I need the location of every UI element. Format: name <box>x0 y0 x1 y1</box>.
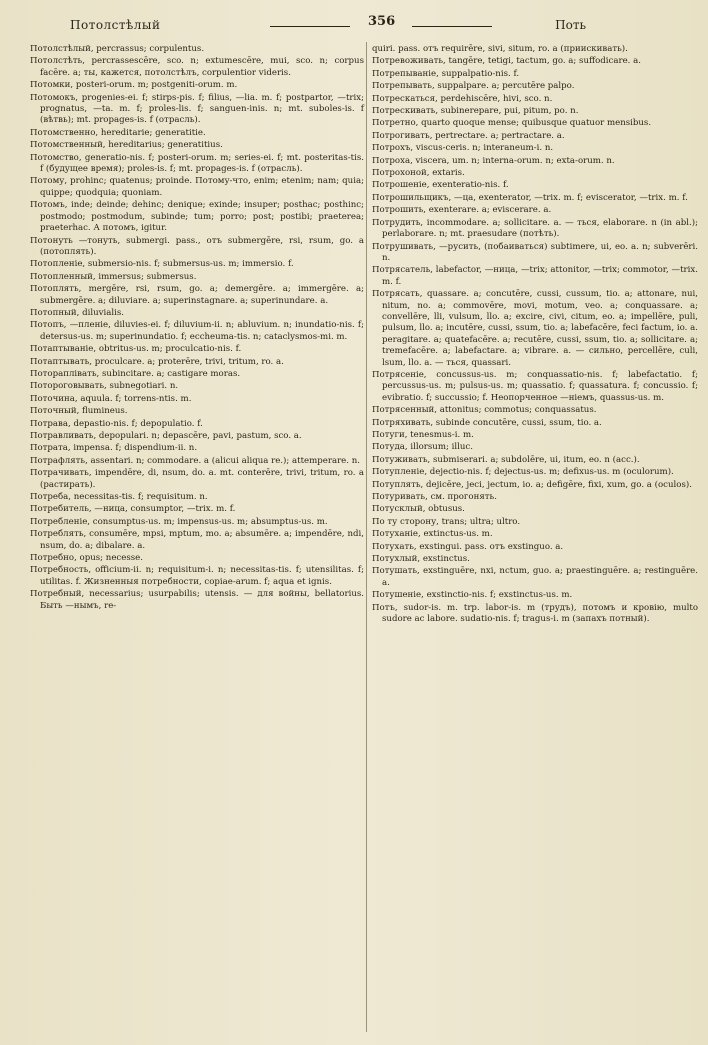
dictionary-entry: Потуханіе, extinctus-us. m. <box>372 529 493 540</box>
dictionary-entry: Потребленіе, consumptus-us. m; impensus-us. m; absumptus-us. m. <box>30 516 328 527</box>
dictionary-entry: Потретно, quarto quoque mense; quibusque quatuor mensibus. <box>372 118 652 129</box>
page-number: 356 <box>368 14 396 29</box>
dictionary-entry: Потрепывать, suppalpare. a; percutēre palpo. <box>372 81 575 92</box>
dictionary-entry: Потуги, tenesmus-i. m. <box>372 430 474 440</box>
dictionary-entry: Потаптывать, proculcare. a; proterēre, trivi, tritum, ro. a. <box>30 356 284 367</box>
dictionary-entry: Потрошеніе, exenteratio-nis. f. <box>372 180 509 191</box>
dictionary-entry: Потрафлять, assentari. n; commodare. a (alicui aliqua re.); attemperare. n. <box>30 455 360 466</box>
dictionary-entry: Потъ, sudor-is. m. trp. labor-is. m (трудъ), потомъ и кровію, multo sudore ac labore. sudatio-nis. f; tragus-i. m (запахъ потный). <box>372 602 698 625</box>
header-right-catchword: Поть <box>555 18 586 32</box>
header-rule-left <box>270 26 350 27</box>
dictionary-entry: Потонуть —тонуть, submergi. pass., отъ submergēre, rsi, rsum, go. a (потоплять). <box>30 235 364 257</box>
dictionary-entry: Потомство, generatio-nis. f; posteri-orum. m; series-ei. f; mt. posteritas-tis. f (будущее время); proles-is. f; mt. propages-is. f (отрасль). <box>30 152 364 175</box>
dictionary-entry: Потуживать, submiserari. a; subdolēre, ui, itum, eo. n (acc.). <box>372 454 640 465</box>
dictionary-entry: Потрясеніе, concussus-us. m; conquassatio-nis. f; labefactatio. f; percussus-us. m; pulsus-us. m; quassatio. f; quassatura. f; concussio. f; evibratio. f; succussio; f. Неопорченное —ніемъ, quassus-us. m. <box>372 369 698 403</box>
dictionary-entry: Потопленіе, submersio-nis. f; submersus-us. m; immersio. f. <box>30 259 294 270</box>
dictionary-entry: Потрохъ, viscus-ceris. n; interaneum-i. n. <box>372 143 554 154</box>
dictionary-entry: Потрескаться, perdehiscēre, hivi, sco. n. <box>372 93 553 104</box>
dictionary-entry: Потопленный, immersus; submersus. <box>30 271 197 282</box>
dictionary-entry: Потрушивать, —русить, (побаиваться) subtimere, ui, eo. a. n; subverēri. n. <box>372 241 698 263</box>
dictionary-entry: Потрошить, exenterare. a; eviscerare. a. <box>372 205 552 216</box>
dictionary-entry: Потусклый, obtusus. <box>372 504 465 515</box>
dictionary-entry: Потомки, posteri-orum. m; postgeniti-orum. m. <box>30 80 238 91</box>
left-column <box>30 44 364 613</box>
dictionary-entry: Поточина, aquula. f; torrens-ntis. m. <box>30 393 192 404</box>
page-header <box>30 14 678 36</box>
dictionary-entry: Потревоживать, tangēre, tetigi, tactum, go. a; suffodicare. a. <box>372 56 641 67</box>
dictionary-entry: Потрохоной, extaris. <box>372 168 465 179</box>
dictionary-entry: Потравливать, depopulari. n; depascēre, pavi, pastum, sco. a. <box>30 431 302 441</box>
dictionary-entry: Потуплять, dejicēre, jeci, jectum, io. a; defigēre, fixi, xum, go. a (oculos). <box>372 479 692 490</box>
dictionary-entry: Потораплівать, subincitare. a; castigare moras. <box>30 368 241 379</box>
right-column <box>372 44 698 627</box>
dictionary-entry: Потуривать, см. прогонять. <box>372 492 497 503</box>
dictionary-entry: Потрескивать, subinerepare, pui, pitum, po. n. <box>372 106 579 117</box>
dictionary-entry: Потухать, exstingui. pass. отъ exstinguo. a. <box>372 541 564 552</box>
dictionary-entry: Потолстѣть, percrassescēre, sco. n; extumescēre, mui, sco. n; corpus facēre. a; ты, кажется, потолстѣлъ, corpulentior videris. <box>30 56 364 78</box>
dictionary-entry: Потуда, illorsum; illuc. <box>372 442 473 453</box>
dictionary-entry: Потреблять, consumēre, mpsi, mptum, mo. a; absumēre. a; impendēre, ndi, nsum, do. a; dibalare. a. <box>30 529 364 551</box>
dictionary-entry: Потому, prohinc; quatenus; proinde. Потому-что, enim; etenim; nam; quia; quippe; quodquia; quoniam. <box>30 176 364 198</box>
dictionary-entry: Потухлый, exstinctus. <box>372 554 470 565</box>
dictionary-entry: Потомственно, hereditarie; generatitie. <box>30 127 206 138</box>
dictionary-entry: Потопный, diluvialis. <box>30 307 124 318</box>
dictionary-entry: Потолстѣлый, percrassus; corpulentus. <box>30 44 205 54</box>
dictionary-entry: Потрясенный, attonitus; commotus; conquassatus. <box>372 405 597 416</box>
dictionary-entry: Потрепываніе, suppalpatio-nis. f. <box>372 68 520 79</box>
dictionary-entry: Потомокъ, progenies-ei. f; stirps-pis. f; filius, —lia. m. f; postpartor, —trix; prognatus, —ta. m. f; proles-lis. f; sanguen-inis. n; mt. suboles-is. f (вѣтвь); mt. propages-is. f (отрасль). <box>30 92 364 126</box>
dictionary-entry: Потребно, opus; necesse. <box>30 553 143 564</box>
dictionary-entry: Потрава, depastio-nis. f; depopulatio. f. <box>30 418 203 429</box>
dictionary-entry: Потреба, necessitas-tis. f; requisitum. n. <box>30 492 208 503</box>
dictionary-entry: Потушать, exstinguēre, nxi, nctum, guo. a; praestinguēre. a; restinguēre. a. <box>372 566 698 588</box>
dictionary-entry: Потушеніе, exstinctio-nis. f; exstinctus-us. m. <box>372 590 573 601</box>
dictionary-entry: Потрудить, incommodare. a; sollicitare. a. — ться, elaborare. n (in abl.); perlaborare. n; mt. praesudare (потѣть). <box>372 217 698 240</box>
dictionary-entry: Потребность, officium-ii. n; requisitum-i. n; necessitas-tis. f; utensilitas. f; utilitas. f. Жизненныя потребности, copiae-arum. f; aqua et ignis. <box>30 565 364 587</box>
dictionary-entry: quiri. pass. отъ requirēre, sivi, situm, ro. a (приискивать). <box>372 44 628 54</box>
dictionary-entry: По ту сторону, trans; ultra; ultro. <box>372 516 521 527</box>
dictionary-entry: Потрата, impensa. f; dispendium-ii. n. <box>30 443 198 454</box>
dictionary-entry: Потаптываніе, obtritus-us. m; proculcatio-nis. f. <box>30 344 242 355</box>
dictionary-entry: Потопъ, —пленіе, diluvies-ei. f; diluvium-ii. n; abluvium. n; inundatio-nis. f; detersus-us. m; superinundatio. f; eccheuma-tis. n; cataclysmos-mi. m. <box>30 320 364 342</box>
dictionary-entry: Потоплять, mergēre, rsi, rsum, go. a; demergēre. a; immergēre. a; submergēre. a; diluviare. a; superinstagnare. a; superinundare. a. <box>30 284 364 306</box>
dictionary-entry: Потребный, necessarius; usurpabilis; utensis. — для войны, bellatorius. Быть —нымъ, re- <box>30 589 364 611</box>
dictionary-entry: Потрогивать, pertrectare. a; pertractare. a. <box>372 130 565 141</box>
header-left-catchword: Потолстѣлый <box>70 18 161 32</box>
dictionary-entry: Потрачивать, impendēre, di, nsum, do. a. mt. conterēre, trivi, tritum, ro. a (растирать). <box>30 468 364 490</box>
dictionary-entry: Потомственный, hereditarius; generatitius. <box>30 140 223 151</box>
dictionary-entry: Потрясать, quassare. a; concutēre, cussi, cussum, tio. a; attonare, nui, nitum, no. a; commovēre, movi, motum, veo. a; conquassare. a; convellēre, lli, vulsum, llo. a; excire, civi, citum, eo. a; impellēre, puli, pulsum, llo. a; incutēre, cussi, ssum, tio. a; labefacēre, feci factum, io. a. peragitare. a; quatefacēre. a; recutēre, cussi, ssum, tio. a; sollicitare. a; tremefacēre. a; labefactare. a; vibrare. a. — сильно, percellēre, culi, lsum, llo. a. — ться, quassari. <box>372 289 698 368</box>
header-rule-right <box>412 26 492 27</box>
dictionary-entry: Потрошильщикъ, —ца, exenterator, —trix. m. f; eviscerator, —trix. m. f. <box>372 192 688 203</box>
dictionary-entry: Потомъ, inde; deinde; dehinc; denique; exinde; insuper; posthac; posthinc; postmodo; postmodum, subinde; tum; porro; post; postibi; praeterea; praeterhac. А потомъ, igitur. <box>30 200 364 234</box>
dictionary-entry: Потряхивать, subinde concutēre, cussi, ssum, tio. a. <box>372 417 602 428</box>
dictionary-entry: Поточный, flumineus. <box>30 406 128 417</box>
dictionary-entry: Потороговывать, subnegotiari. n. <box>30 381 179 392</box>
dictionary-entry: Потупленіе, dejectio-nis. f; dejectus-us. m; defixus-us. m (oculorum). <box>372 467 674 478</box>
column-divider <box>366 42 367 1032</box>
dictionary-entry: Потребитель, —ница, consumptor, —trix. m. f. <box>30 504 236 515</box>
dictionary-entry: Потроха, viscera, um. n; interna-orum. n; exta-orum. n. <box>372 155 615 166</box>
dictionary-entry: Потрясатель, labefactor, —ница, —trix; attonitor, —trix; commotor, —trix. m. f. <box>372 265 698 287</box>
